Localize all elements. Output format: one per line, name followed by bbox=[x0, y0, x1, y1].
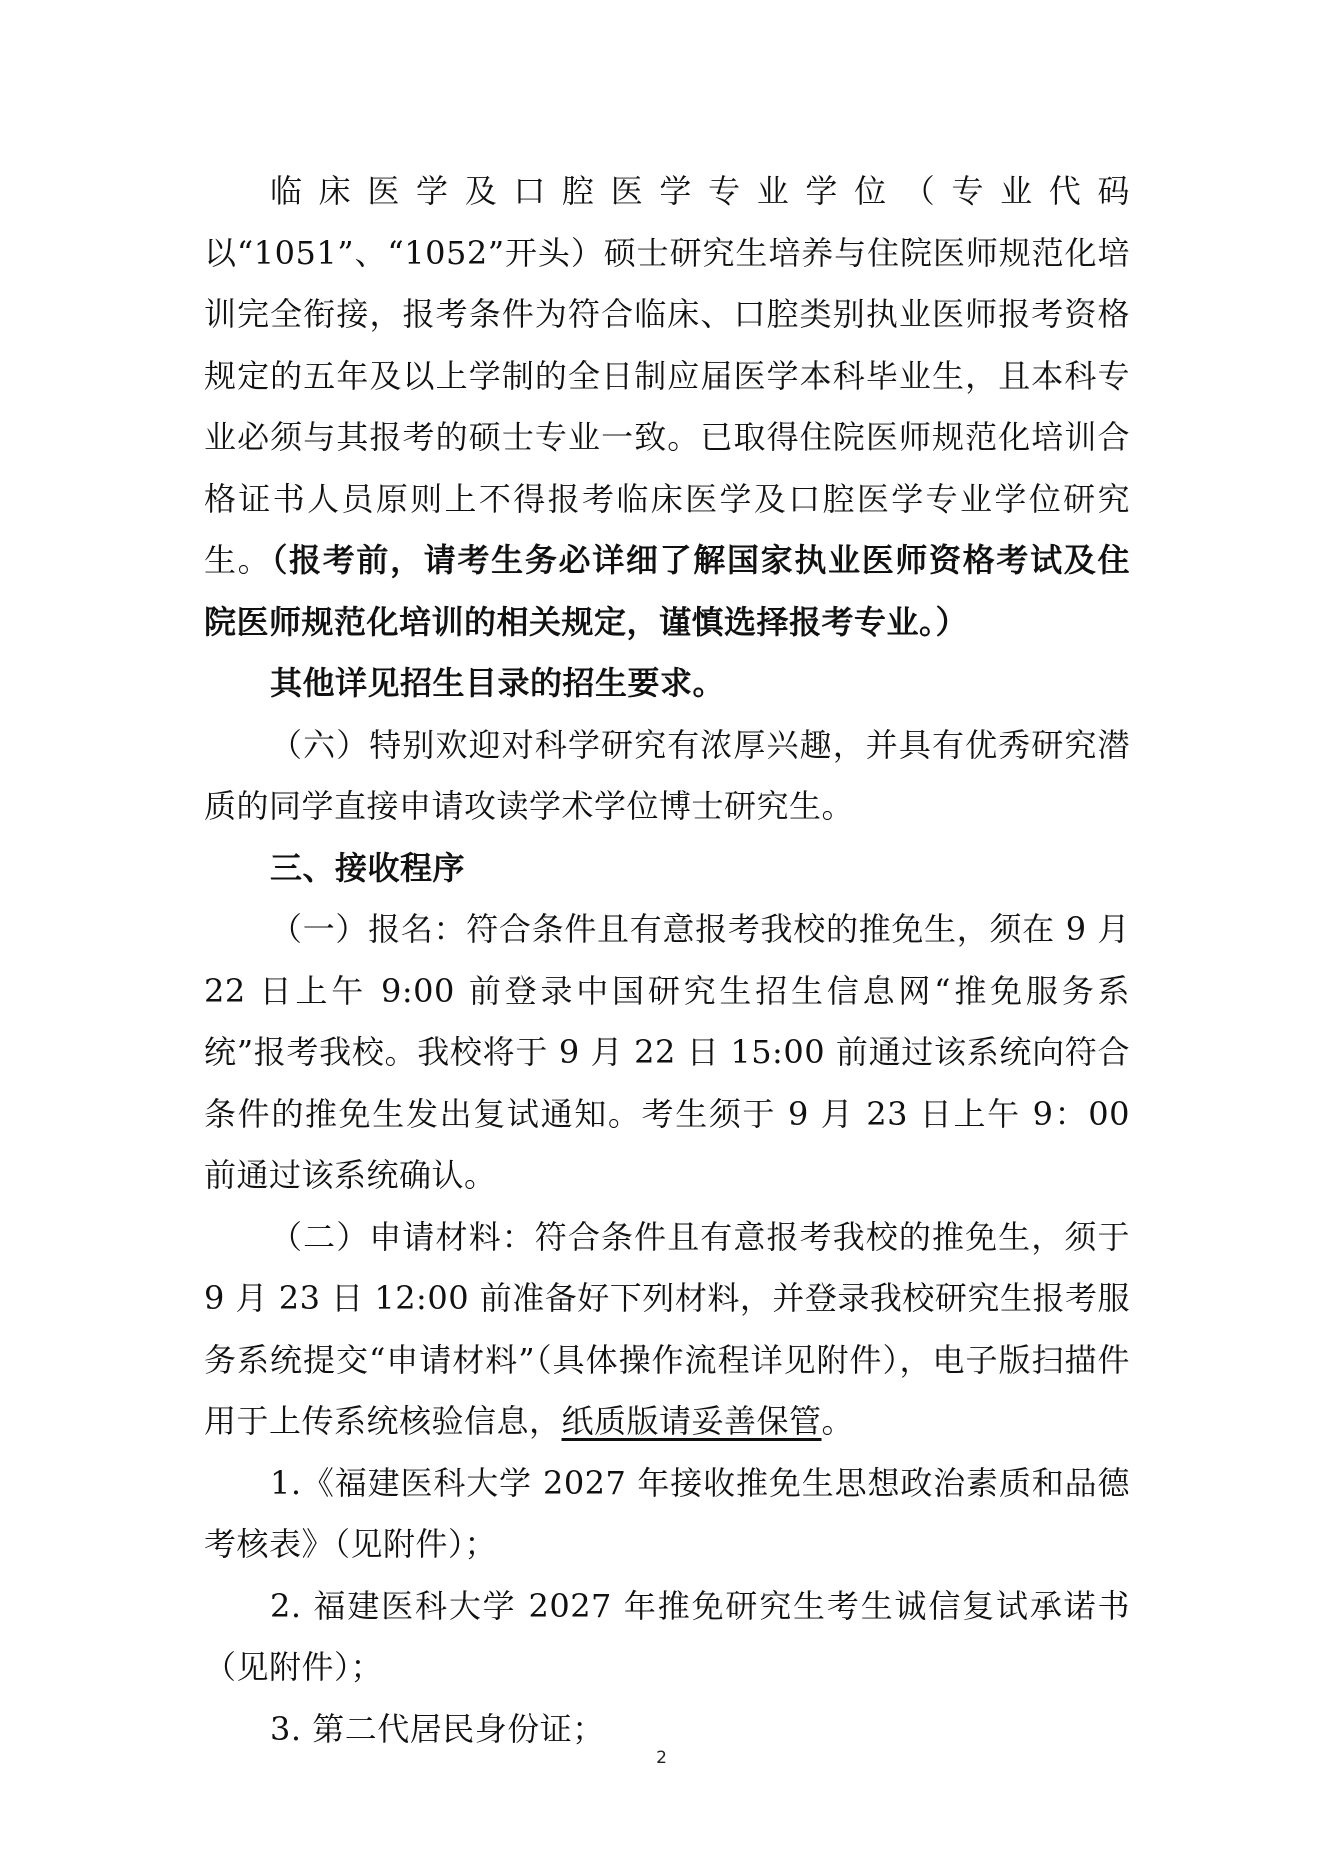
list-item-3: 3. 第二代居民身份证； bbox=[270, 1709, 605, 1748]
section-heading-procedure: 三、接收程序 bbox=[270, 848, 466, 887]
paragraph-other-requirements: 其他详见招生目录的招生要求。 bbox=[270, 664, 726, 702]
list-item-1: 1.《福建医科大学 2027 年接收推免生思想政治素质和品德考核表》（见附件）； bbox=[204, 1463, 1130, 1563]
paragraph-clinical-medicine bbox=[204, 161, 1130, 653]
document-body bbox=[204, 161, 1130, 1760]
underlined-notice: 纸质版请妥善保管 bbox=[561, 1402, 822, 1440]
paragraph-text: 临床医学及口腔医学专业学位（专业代码以“1051”、“1052”开头）硕士研究生培养与住院医师规范化培训完全衔接，报考条件为符合临床、口腔类别执业医师报考资格规定的五年及以上学制的全日制应届医学本科毕业生，且本科专业必须与其报考的硕士专业一致。已取得住院医师规范化培训合格证书人员原则上不得报考临床医学及口腔医学专业学位研究生。 bbox=[204, 172, 1130, 579]
bold-notice: （报考前，请考生务必详细了解国家执业医师资格考试及住院医师规范化培训的相关规定，谨慎选择报考专业。） bbox=[204, 541, 1130, 641]
page-number: 2 bbox=[656, 1748, 667, 1768]
paragraph-registration: （一）报名：符合条件且有意报考我校的推免生，须在 9 月 22 日上午 9:00 前登录中国研究生招生信息网“推免服务系统”报考我校。我校将于 9 月 22 日 15:00 前通过该系统向符合条件的推免生发出复试通知。考生须于 9 月 23 日上午 9：00 前通过该系统确认。 bbox=[204, 910, 1130, 1194]
paragraph-application-materials bbox=[204, 1207, 1130, 1453]
paragraph-item-six: （六）特别欢迎对科学研究有浓厚兴趣，并具有优秀研究潜质的同学直接申请攻读学术学位博士研究生。 bbox=[204, 725, 1130, 825]
paragraph-end: 。 bbox=[821, 1402, 855, 1440]
paragraph-text: （二）申请材料：符合条件且有意报考我校的推免生，须于 9 月 23 日 12:00 前准备好下列材料，并登录我校研究生报考服务系统提交“申请材料”（具体操作流程详见附件），电子版扫描件用于上传系统核验信息， bbox=[204, 1217, 1130, 1440]
list-item-2: 2. 福建医科大学 2027 年推免研究生考生诚信复试承诺书（见附件）； bbox=[204, 1586, 1130, 1686]
